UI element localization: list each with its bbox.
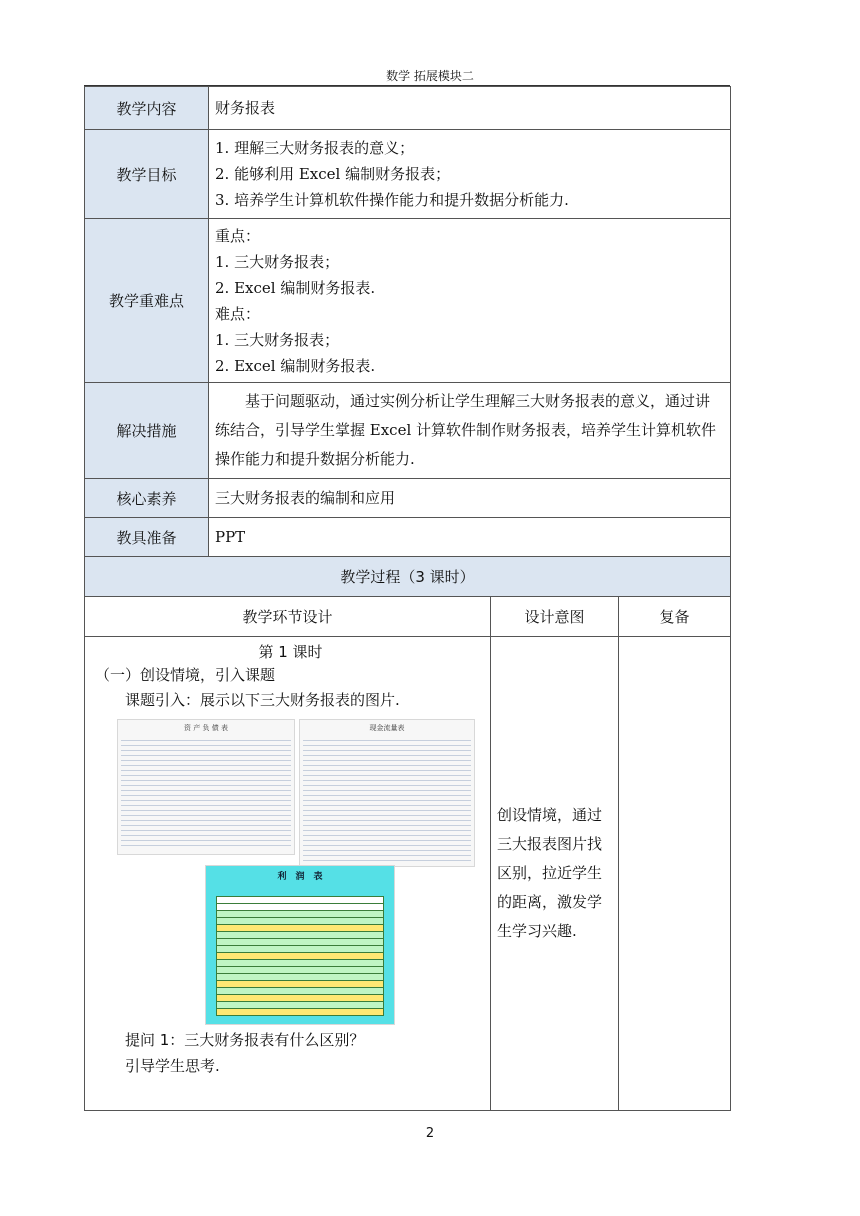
tools-label: 教具准备 xyxy=(85,518,209,557)
sheet-row xyxy=(303,856,471,861)
balance-sheet-grid xyxy=(121,736,291,846)
key-points-value xyxy=(209,219,731,383)
col-design-header: 教学环节设计 xyxy=(85,597,491,637)
sheet-row xyxy=(217,939,383,946)
sheet-row xyxy=(217,995,383,1002)
sheet-row xyxy=(217,988,383,995)
key-line: 1. 三大财务报表； xyxy=(215,252,340,271)
sheet-row xyxy=(217,897,383,904)
intent-cell: 创设情境，通过三大报表图片找区别，拉近学生的距离，激发学生学习兴趣. xyxy=(491,637,619,1111)
question-line: 提问 1：三大财务报表有什么区别？ xyxy=(125,1031,365,1049)
goals-value xyxy=(209,130,731,219)
key-line: 2. Excel 编制财务报表. xyxy=(215,356,376,375)
key-line: 2. Excel 编制财务报表. xyxy=(215,278,376,297)
sheet-row xyxy=(217,953,383,960)
page-number: 2 xyxy=(425,1126,435,1141)
sheet-row xyxy=(217,974,383,981)
income-statement-title: 利 润 表 xyxy=(277,872,323,882)
guide-line: 引导学生思考. xyxy=(125,1057,220,1075)
col-review-header: 复备 xyxy=(619,597,731,637)
cash-flow-title: 现金流量表 xyxy=(369,724,405,732)
content-label: 教学内容 xyxy=(85,87,209,130)
report-images xyxy=(97,713,484,1027)
sheet-row xyxy=(217,960,383,967)
balance-sheet-image xyxy=(117,719,295,855)
key-line: 重点： xyxy=(215,226,261,245)
sheet-row xyxy=(217,981,383,988)
sheet-row xyxy=(217,911,383,918)
intro-label: 课题引入： xyxy=(125,691,201,709)
review-cell xyxy=(619,637,731,1111)
sheet-row xyxy=(217,967,383,974)
page-header: 数学 拓展模块二 xyxy=(386,69,474,83)
income-statement-image xyxy=(205,865,395,1025)
intro-text: 展示以下三大财务报表的图片. xyxy=(200,691,400,709)
cash-flow-image xyxy=(299,719,475,867)
section-title: （一）创设情境，引入课题 xyxy=(95,666,276,684)
sheet-row xyxy=(121,841,291,846)
key-points-label: 教学重难点 xyxy=(85,219,209,383)
sheet-row xyxy=(217,1002,383,1009)
measures-value: 基于问题驱动，通过实例分析让学生理解三大财务报表的意义，通过讲练结合，引导学生掌握 Excel 计算软件制作财务报表，培养学生计算机软件操作能力和提升数据分析能力. xyxy=(209,383,731,479)
sheet-row xyxy=(217,904,383,911)
literacy-label: 核心素养 xyxy=(85,479,209,518)
literacy-value: 三大财务报表的编制和应用 xyxy=(209,479,731,518)
content-value: 财务报表 xyxy=(209,87,731,130)
key-line: 1. 三大财务报表； xyxy=(215,330,340,349)
sheet-row xyxy=(217,932,383,939)
lesson-plan-table xyxy=(84,86,731,1111)
intro-line xyxy=(97,687,484,713)
sheet-row xyxy=(217,946,383,953)
tools-value: PPT xyxy=(209,518,731,557)
process-title: 教学过程（3 课时） xyxy=(85,557,731,597)
sheet-row xyxy=(217,925,383,932)
income-statement-grid xyxy=(216,896,384,1016)
balance-sheet-title: 资 产 负 债 表 xyxy=(184,724,228,732)
sheet-row xyxy=(217,1009,383,1016)
col-intent-header: 设计意图 xyxy=(491,597,619,637)
goal-line: 2. 能够利用 Excel 编制财务报表； xyxy=(215,165,451,183)
cash-flow-grid xyxy=(303,736,471,861)
measures-label: 解决措施 xyxy=(85,383,209,479)
goal-line: 3. 培养学生计算机软件操作能力和提升数据分析能力. xyxy=(215,191,569,209)
goals-label: 教学目标 xyxy=(85,130,209,219)
design-cell xyxy=(85,637,491,1111)
key-line: 难点： xyxy=(215,304,261,323)
goal-line: 1. 理解三大财务报表的意义； xyxy=(215,139,415,157)
lesson-title: 第 1 课时 xyxy=(258,643,323,661)
sheet-row xyxy=(217,918,383,925)
